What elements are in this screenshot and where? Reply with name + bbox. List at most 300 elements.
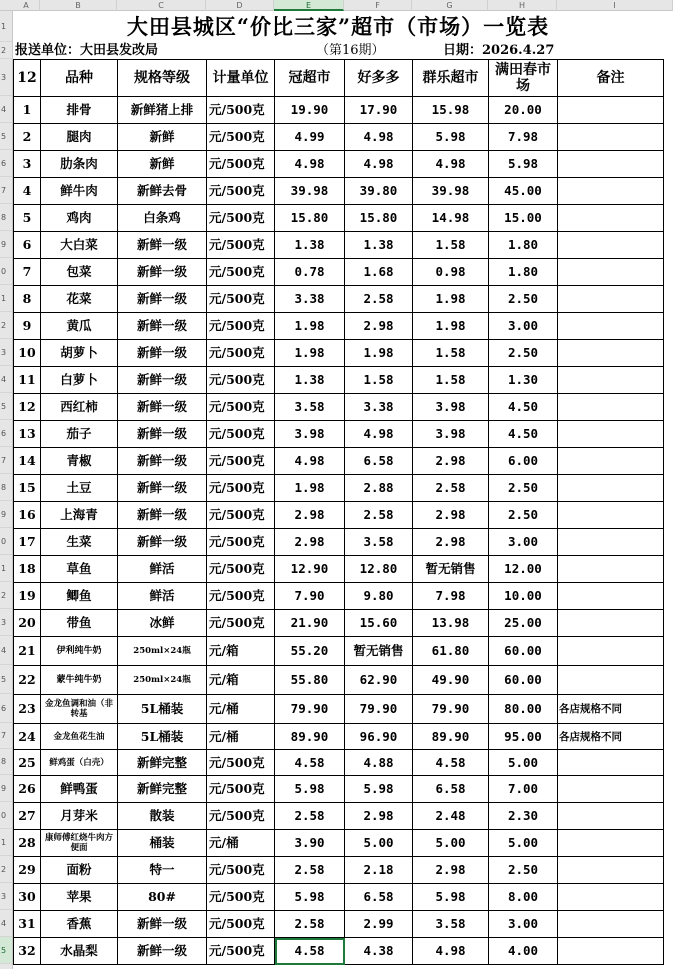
store2-price-cell[interactable]: 39.80 [345,178,413,205]
store1-price-cell[interactable]: 2.58 [275,803,345,830]
store1-price-cell[interactable]: 3.90 [275,830,345,857]
variety-cell[interactable]: 大白菜 [41,232,118,259]
row-number-cell[interactable]: 13 [14,421,41,448]
unit-cell[interactable]: 元/500克 [207,286,275,313]
column-letter-b[interactable]: B [40,0,117,11]
unit-cell[interactable]: 元/500克 [207,502,275,529]
variety-cell[interactable]: 鲜鸡蛋（白壳） [41,750,118,776]
row-number-header[interactable]: 6 [0,420,13,447]
store2-price-cell[interactable]: 4.98 [345,151,413,178]
variety-cell[interactable]: 蒙牛纯牛奶 [41,666,118,695]
row-number-header[interactable]: 1 [0,829,13,856]
store4-price-cell[interactable]: 5.98 [489,151,558,178]
column-letter-i[interactable]: I [557,0,673,11]
store3-price-cell[interactable]: 3.58 [413,911,489,938]
store1-price-cell[interactable]: 4.99 [275,124,345,151]
column-letter-c[interactable]: C [117,0,206,11]
row-number-cell[interactable]: 3 [14,151,41,178]
store4-price-cell[interactable]: 2.50 [489,502,558,529]
grade-cell[interactable]: 新鲜一级 [118,502,207,529]
row-number-header[interactable]: 2 [0,312,13,339]
store4-price-cell[interactable]: 7.98 [489,124,558,151]
column-letter-h[interactable]: H [488,0,557,11]
store4-price-cell[interactable]: 1.80 [489,232,558,259]
remarks-cell[interactable] [558,124,664,151]
remarks-cell[interactable] [558,637,664,666]
row-number-header[interactable]: 3 [0,609,13,636]
unit-cell[interactable]: 元/桶 [207,724,275,750]
store2-price-cell[interactable]: 6.58 [345,884,413,911]
report-unit-cell[interactable]: 报送单位：大田县发改局 [15,43,159,58]
remarks-cell[interactable] [558,502,664,529]
unit-cell[interactable]: 元/500克 [207,97,275,124]
column-letter-f[interactable]: F [344,0,412,11]
unit-cell[interactable]: 元/500克 [207,151,275,178]
variety-cell[interactable]: 青椒 [41,448,118,475]
store3-price-cell[interactable]: 1.58 [413,232,489,259]
header-variety-cell[interactable]: 品种 [41,60,118,97]
row-number-header[interactable]: 2 [0,582,13,609]
row-number-header[interactable]: 7 [0,177,13,204]
store4-price-cell[interactable]: 3.00 [489,911,558,938]
store4-price-cell[interactable]: 20.00 [489,97,558,124]
unit-cell[interactable]: 元/500克 [207,340,275,367]
store3-price-cell[interactable]: 5.00 [413,830,489,857]
unit-cell[interactable]: 元/500克 [207,205,275,232]
remarks-cell[interactable] [558,286,664,313]
store1-price-cell[interactable]: 3.38 [275,286,345,313]
header-store4-cell[interactable]: 满田春市场 [489,60,558,97]
row-number-header[interactable]: 4 [0,910,13,937]
variety-cell[interactable]: 水晶梨 [41,938,118,965]
store4-price-cell[interactable]: 45.00 [489,178,558,205]
row-number-header[interactable]: 6 [0,694,13,723]
store4-price-cell[interactable]: 2.30 [489,803,558,830]
grade-cell[interactable]: 5L桶装 [118,695,207,724]
row-number-cell[interactable]: 24 [14,724,41,750]
unit-cell[interactable]: 元/500克 [207,313,275,340]
grade-cell[interactable]: 新鲜完整 [118,750,207,776]
store1-price-cell[interactable]: 21.90 [275,610,345,637]
unit-cell[interactable]: 元/桶 [207,695,275,724]
store1-price-cell[interactable]: 4.98 [275,448,345,475]
store1-price-cell[interactable]: 1.38 [275,232,345,259]
row-number-header[interactable]: 1 [0,11,13,42]
row-number-cell[interactable]: 19 [14,583,41,610]
store2-price-cell[interactable]: 15.60 [345,610,413,637]
row-number-header[interactable]: 8 [0,474,13,501]
variety-cell[interactable]: 康师傅红烧牛肉方便面 [41,830,118,857]
store1-price-cell[interactable]: 1.98 [275,313,345,340]
variety-cell[interactable]: 草鱼 [41,556,118,583]
row-number-header[interactable]: 5 [0,665,13,694]
remarks-cell[interactable] [558,776,664,803]
store3-price-cell[interactable]: 13.98 [413,610,489,637]
store2-price-cell[interactable]: 4.98 [345,124,413,151]
store2-price-cell[interactable]: 3.58 [345,529,413,556]
unit-cell[interactable]: 元/500克 [207,938,275,965]
header-store2-cell[interactable]: 好多多 [345,60,413,97]
store3-price-cell[interactable]: 2.98 [413,857,489,884]
store2-price-cell[interactable]: 1.38 [345,232,413,259]
store2-price-cell[interactable]: 6.58 [345,448,413,475]
store4-price-cell[interactable]: 6.00 [489,448,558,475]
grade-cell[interactable]: 新鲜一级 [118,938,207,965]
grade-cell[interactable]: 250ml×24瓶 [118,637,207,666]
store1-price-cell[interactable]: 0.78 [275,259,345,286]
store2-price-cell[interactable]: 9.80 [345,583,413,610]
store2-price-cell[interactable]: 96.90 [345,724,413,750]
store1-price-cell[interactable]: 39.98 [275,178,345,205]
row-number-header[interactable]: 4 [0,96,13,123]
grade-cell[interactable]: 新鲜一级 [118,421,207,448]
remarks-cell[interactable] [558,178,664,205]
row-number-cell[interactable]: 28 [14,830,41,857]
remarks-cell[interactable] [558,857,664,884]
store1-price-cell[interactable]: 2.98 [275,502,345,529]
row-number-cell[interactable]: 1 [14,97,41,124]
grade-cell[interactable]: 白条鸡 [118,205,207,232]
row-number-cell[interactable]: 8 [14,286,41,313]
row-number-cell[interactable]: 11 [14,367,41,394]
store2-price-cell[interactable]: 2.98 [345,313,413,340]
unit-cell[interactable]: 元/500克 [207,394,275,421]
sheet-title[interactable]: 大田县城区“价比三家”超市（市场）一览表 [126,14,550,39]
grade-cell[interactable]: 5L桶装 [118,724,207,750]
row-number-cell[interactable]: 9 [14,313,41,340]
header-unit-cell[interactable]: 计量单位 [207,60,275,97]
variety-cell[interactable]: 鸡肉 [41,205,118,232]
store1-price-cell[interactable]: 2.58 [275,911,345,938]
grade-cell[interactable]: 新鲜一级 [118,340,207,367]
grade-cell[interactable]: 新鲜一级 [118,448,207,475]
grade-cell[interactable]: 鲜活 [118,583,207,610]
row-number-cell[interactable]: 6 [14,232,41,259]
remarks-cell[interactable] [558,666,664,695]
remarks-cell[interactable] [558,340,664,367]
row-number-header[interactable]: 5 [0,123,13,150]
store1-price-cell[interactable]: 55.20 [275,637,345,666]
store4-price-cell[interactable]: 3.00 [489,313,558,340]
store1-price-cell[interactable]: 12.90 [275,556,345,583]
row-number-header[interactable]: 2 [0,42,13,59]
store4-price-cell[interactable]: 1.80 [489,259,558,286]
grade-cell[interactable]: 新鲜 [118,124,207,151]
remarks-cell[interactable] [558,448,664,475]
store3-price-cell[interactable]: 5.98 [413,124,489,151]
store4-price-cell[interactable]: 25.00 [489,610,558,637]
unit-cell[interactable]: 元/箱 [207,637,275,666]
variety-cell[interactable]: 上海青 [41,502,118,529]
row-number-header[interactable]: 9 [0,775,13,802]
store3-price-cell[interactable]: 2.98 [413,448,489,475]
variety-cell[interactable]: 生菜 [41,529,118,556]
store4-price-cell[interactable]: 3.00 [489,529,558,556]
store2-price-cell[interactable]: 5.98 [345,776,413,803]
remarks-cell[interactable]: 各店规格不同 [558,695,664,724]
store1-price-cell[interactable]: 4.58 [275,750,345,776]
unit-cell[interactable]: 元/500克 [207,583,275,610]
row-number-header[interactable]: 0 [0,528,13,555]
date-cell[interactable]: 日期：2026.4.27 [443,43,555,58]
variety-cell[interactable]: 伊利纯牛奶 [41,637,118,666]
row-number-cell[interactable]: 17 [14,529,41,556]
row-number-header[interactable]: 0 [0,258,13,285]
remarks-cell[interactable] [558,394,664,421]
store2-price-cell[interactable]: 4.98 [345,421,413,448]
column-letter-a[interactable]: A [13,0,40,11]
store4-price-cell[interactable]: 60.00 [489,637,558,666]
row-number-cell[interactable]: 5 [14,205,41,232]
store1-price-cell[interactable]: 3.98 [275,421,345,448]
store3-price-cell[interactable]: 49.90 [413,666,489,695]
grade-cell[interactable]: 新鲜完整 [118,776,207,803]
variety-cell[interactable]: 金龙鱼调和油（非转基 [41,695,118,724]
row-number-cell[interactable]: 15 [14,475,41,502]
row-number-cell[interactable]: 20 [14,610,41,637]
unit-cell[interactable]: 元/500克 [207,475,275,502]
unit-cell[interactable]: 元/500克 [207,556,275,583]
store3-price-cell[interactable]: 89.90 [413,724,489,750]
store2-price-cell[interactable]: 1.68 [345,259,413,286]
row-number-header[interactable]: 9 [0,501,13,528]
row-number-header[interactable]: 3 [0,883,13,910]
row-number-header[interactable]: 3 [0,59,13,96]
unit-cell[interactable]: 元/500克 [207,857,275,884]
store4-price-cell[interactable]: 4.50 [489,394,558,421]
store1-price-cell[interactable]: 1.38 [275,367,345,394]
remarks-cell[interactable] [558,750,664,776]
remarks-cell[interactable] [558,367,664,394]
grade-cell[interactable]: 新鲜一级 [118,259,207,286]
remarks-cell[interactable] [558,151,664,178]
remarks-cell[interactable] [558,313,664,340]
store3-price-cell[interactable]: 4.98 [413,151,489,178]
row-number-cell[interactable]: 16 [14,502,41,529]
variety-cell[interactable]: 腿肉 [41,124,118,151]
store3-price-cell[interactable]: 7.98 [413,583,489,610]
grade-cell[interactable]: 新鲜一级 [118,475,207,502]
store3-price-cell[interactable]: 3.98 [413,394,489,421]
store1-price-cell[interactable]: 79.90 [275,695,345,724]
unit-cell[interactable]: 元/500克 [207,232,275,259]
grade-cell[interactable]: 鲜活 [118,556,207,583]
store2-price-cell[interactable]: 2.88 [345,475,413,502]
store2-price-cell[interactable]: 15.80 [345,205,413,232]
grade-cell[interactable]: 散装 [118,803,207,830]
store2-price-cell[interactable]: 3.38 [345,394,413,421]
grade-cell[interactable]: 新鲜去骨 [118,178,207,205]
row-number-header[interactable]: 7 [0,723,13,749]
store4-price-cell[interactable]: 2.50 [489,857,558,884]
header-remarks-cell[interactable]: 备注 [558,60,664,97]
row-number-header[interactable]: 7 [0,447,13,474]
column-letter-d[interactable]: D [206,0,274,11]
unit-cell[interactable]: 元/500克 [207,178,275,205]
variety-cell[interactable]: 鲫鱼 [41,583,118,610]
variety-cell[interactable]: 肋条肉 [41,151,118,178]
row-number-cell[interactable]: 14 [14,448,41,475]
row-number-cell[interactable]: 21 [14,637,41,666]
grade-cell[interactable]: 80# [118,884,207,911]
store4-price-cell[interactable]: 15.00 [489,205,558,232]
row-number-cell[interactable]: 25 [14,750,41,776]
store4-price-cell[interactable]: 10.00 [489,583,558,610]
store3-price-cell[interactable]: 2.48 [413,803,489,830]
unit-cell[interactable]: 元/500克 [207,803,275,830]
store2-price-cell[interactable]: 2.98 [345,803,413,830]
store3-price-cell[interactable]: 3.98 [413,421,489,448]
variety-cell[interactable]: 土豆 [41,475,118,502]
store3-price-cell[interactable]: 1.98 [413,313,489,340]
store2-price-cell[interactable]: 5.00 [345,830,413,857]
store2-price-cell[interactable]: 2.18 [345,857,413,884]
column-letter-g[interactable]: G [412,0,488,11]
row-number-cell[interactable]: 18 [14,556,41,583]
unit-cell[interactable]: 元/500克 [207,367,275,394]
row-number-cell[interactable]: 26 [14,776,41,803]
grade-cell[interactable]: 新鲜 [118,151,207,178]
row-number-header[interactable]: 9 [0,231,13,258]
variety-cell[interactable]: 黄瓜 [41,313,118,340]
unit-cell[interactable]: 元/500克 [207,124,275,151]
grade-cell[interactable]: 新鲜一级 [118,911,207,938]
unit-cell[interactable]: 元/500克 [207,911,275,938]
store1-price-cell[interactable]: 1.98 [275,475,345,502]
store3-price-cell[interactable]: 15.98 [413,97,489,124]
unit-cell[interactable]: 元/500克 [207,776,275,803]
store3-price-cell[interactable]: 1.58 [413,340,489,367]
store1-price-cell[interactable]: 7.90 [275,583,345,610]
row-number-header[interactable]: 8 [0,204,13,231]
remarks-cell[interactable] [558,421,664,448]
row-number-header[interactable]: 5 [0,393,13,420]
header-store1-cell[interactable]: 冠超市 [275,60,345,97]
row-number-header[interactable]: 5 [0,937,13,964]
row-number-header[interactable]: 0 [0,802,13,829]
grade-cell[interactable]: 新鲜一级 [118,367,207,394]
variety-cell[interactable]: 面粉 [41,857,118,884]
unit-cell[interactable]: 元/500克 [207,259,275,286]
row-number-cell[interactable]: 29 [14,857,41,884]
header-no-cell[interactable]: 12 [14,60,41,97]
store4-price-cell[interactable]: 95.00 [489,724,558,750]
header-store3-cell[interactable]: 群乐超市 [413,60,489,97]
store4-price-cell[interactable]: 12.00 [489,556,558,583]
header-grade-cell[interactable]: 规格等级 [118,60,207,97]
store3-price-cell[interactable]: 1.58 [413,367,489,394]
remarks-cell[interactable]: 各店规格不同 [558,724,664,750]
store3-price-cell[interactable]: 4.98 [413,938,489,965]
row-number-header[interactable]: 6 [0,150,13,177]
variety-cell[interactable]: 苹果 [41,884,118,911]
row-number-cell[interactable]: 2 [14,124,41,151]
row-number-cell[interactable]: 23 [14,695,41,724]
store2-price-cell[interactable]: 62.90 [345,666,413,695]
row-number-cell[interactable]: 27 [14,803,41,830]
variety-cell[interactable]: 茄子 [41,421,118,448]
variety-cell[interactable]: 鲜鸭蛋 [41,776,118,803]
row-number-header[interactable]: 2 [0,856,13,883]
store2-price-cell[interactable]: 4.38 [345,938,413,965]
row-number-header[interactable]: 4 [0,366,13,393]
store3-price-cell[interactable]: 暂无销售 [413,556,489,583]
store3-price-cell[interactable]: 1.98 [413,286,489,313]
row-number-cell[interactable]: 30 [14,884,41,911]
grade-cell[interactable]: 250ml×24瓶 [118,666,207,695]
issue-number-cell[interactable]: （第16期） [316,43,385,58]
store2-price-cell[interactable]: 4.88 [345,750,413,776]
variety-cell[interactable]: 香蕉 [41,911,118,938]
grade-cell[interactable]: 新鲜一级 [118,232,207,259]
unit-cell[interactable]: 元/500克 [207,448,275,475]
grade-cell[interactable]: 新鲜猪上排 [118,97,207,124]
remarks-cell[interactable] [558,803,664,830]
store2-price-cell[interactable]: 17.90 [345,97,413,124]
remarks-cell[interactable] [558,884,664,911]
store1-price-cell[interactable]: 5.98 [275,776,345,803]
remarks-cell[interactable] [558,97,664,124]
grade-cell[interactable]: 桶装 [118,830,207,857]
remarks-cell[interactable] [558,583,664,610]
store2-price-cell[interactable]: 79.90 [345,695,413,724]
store4-price-cell[interactable]: 60.00 [489,666,558,695]
unit-cell[interactable]: 元/500克 [207,750,275,776]
variety-cell[interactable]: 花菜 [41,286,118,313]
row-number-cell[interactable]: 4 [14,178,41,205]
store1-price-cell[interactable]: 2.98 [275,529,345,556]
remarks-cell[interactable] [558,475,664,502]
store3-price-cell[interactable]: 61.80 [413,637,489,666]
store4-price-cell[interactable]: 7.00 [489,776,558,803]
store1-price-cell[interactable]: 1.98 [275,340,345,367]
store2-price-cell[interactable]: 1.98 [345,340,413,367]
store4-price-cell[interactable]: 2.50 [489,340,558,367]
row-number-header[interactable]: 4 [0,636,13,665]
store2-price-cell[interactable]: 12.80 [345,556,413,583]
variety-cell[interactable]: 胡萝卜 [41,340,118,367]
remarks-cell[interactable] [558,205,664,232]
row-number-cell[interactable]: 7 [14,259,41,286]
grade-cell[interactable]: 特一 [118,857,207,884]
row-number-header[interactable]: 1 [0,285,13,312]
store1-price-cell[interactable]: 15.80 [275,205,345,232]
variety-cell[interactable]: 排骨 [41,97,118,124]
store2-price-cell[interactable]: 1.58 [345,367,413,394]
variety-cell[interactable]: 鲜牛肉 [41,178,118,205]
remarks-cell[interactable] [558,529,664,556]
row-number-header[interactable]: 1 [0,555,13,582]
store1-price-cell[interactable]: 3.58 [275,394,345,421]
store2-price-cell[interactable]: 2.58 [345,502,413,529]
store3-price-cell[interactable]: 79.90 [413,695,489,724]
store4-price-cell[interactable]: 8.00 [489,884,558,911]
store1-price-cell[interactable]: 55.80 [275,666,345,695]
row-number-cell[interactable]: 31 [14,911,41,938]
store1-price-cell[interactable]: 89.90 [275,724,345,750]
store3-price-cell[interactable]: 2.98 [413,502,489,529]
grade-cell[interactable]: 新鲜一级 [118,529,207,556]
grade-cell[interactable]: 新鲜一级 [118,394,207,421]
store2-price-cell[interactable]: 2.99 [345,911,413,938]
store4-price-cell[interactable]: 4.00 [489,938,558,965]
grade-cell[interactable]: 新鲜一级 [118,286,207,313]
variety-cell[interactable]: 月芽米 [41,803,118,830]
remarks-cell[interactable] [558,610,664,637]
remarks-cell[interactable] [558,556,664,583]
unit-cell[interactable]: 元/500克 [207,421,275,448]
grade-cell[interactable]: 新鲜一级 [118,313,207,340]
